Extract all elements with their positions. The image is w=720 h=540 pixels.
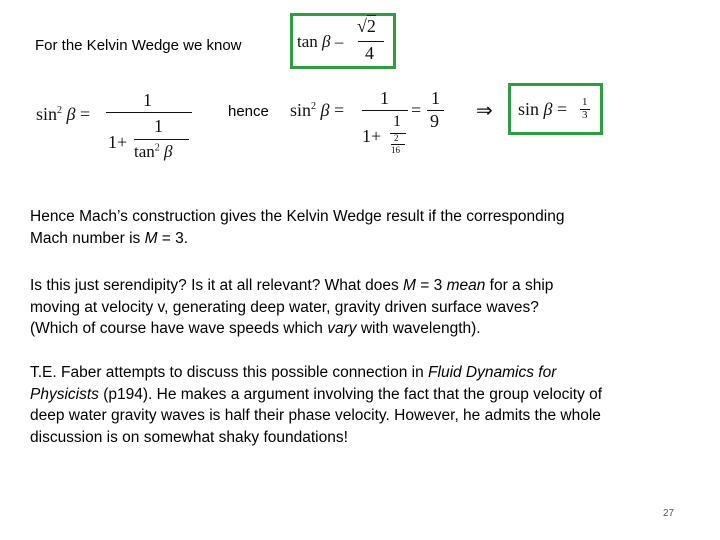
small-numerator: 2 xyxy=(394,133,399,143)
result-denominator: 3 xyxy=(582,109,588,121)
fraction-bar xyxy=(358,41,384,42)
paragraph-line: deep water gravity waves is half their phase velocity. However, he admits the whole xyxy=(30,407,601,424)
fraction-bar xyxy=(362,110,408,111)
inner-numerator: 1 xyxy=(393,113,401,130)
minus-sign: – xyxy=(334,32,344,51)
sin-function: sin xyxy=(290,100,312,120)
text-run: T.E. Faber attempts to discuss this possible connection in xyxy=(30,364,429,381)
equals-sign-2: = xyxy=(411,100,422,120)
paragraph-faber xyxy=(30,362,602,448)
equals-sign: = xyxy=(556,99,568,119)
sin-function: sin xyxy=(36,104,58,124)
exponent: 2 xyxy=(57,105,63,116)
hence-text: hence xyxy=(228,103,269,120)
book-title: Fluid Dynamics for xyxy=(428,364,557,381)
page-number: 27 xyxy=(663,508,675,519)
root-sign: √ xyxy=(357,16,367,36)
emphasis-mean: mean xyxy=(446,277,486,294)
denominator: 4 xyxy=(365,43,374,63)
tan-beta-equation xyxy=(297,18,392,66)
small-denominator: 16 xyxy=(391,145,400,155)
text-run: = 3 xyxy=(415,277,447,294)
text-run: with wavelength). xyxy=(356,320,481,337)
text-run: = 3. xyxy=(157,229,189,247)
text-run: (p194). He makes a argument involving the fact that the group velocity of xyxy=(98,385,603,403)
text-run: Mach number is xyxy=(30,229,145,247)
rhs-denominator: 9 xyxy=(430,111,439,131)
exponent: 2 xyxy=(154,142,160,154)
exponent: 2 xyxy=(311,101,317,112)
sin-squared-general-equation xyxy=(36,88,196,168)
tan-function: tan xyxy=(297,32,318,51)
paragraph-line xyxy=(30,318,553,340)
mach-symbol: M xyxy=(403,277,416,294)
book-title: Physicists xyxy=(30,385,99,403)
paragraph-line xyxy=(30,362,602,384)
paragraph-mach-construction xyxy=(30,206,564,249)
paragraph-line: moving at velocity v, generating deep water, gravity driven surface waves? xyxy=(30,298,539,316)
mach-symbol: M xyxy=(144,229,158,247)
plus-sign: + xyxy=(371,126,382,146)
paragraph-serendipity xyxy=(30,275,553,340)
implies-arrow: ⇒ xyxy=(476,100,493,122)
one: 1 xyxy=(108,132,117,152)
paragraph-line xyxy=(30,275,553,297)
paragraph-line xyxy=(30,228,564,250)
paragraph-line: discussion is on somewhat shaky foundations! xyxy=(30,428,348,446)
inner-fraction-bar xyxy=(134,139,189,140)
root-value: 2 xyxy=(366,16,376,36)
paragraph-line xyxy=(30,384,602,406)
text-run: Is this just serendipity? Is it at all relevant? What does xyxy=(30,277,404,294)
text-run: for a ship xyxy=(485,277,554,294)
text-run: (Which of course have wave speeds which xyxy=(30,320,328,337)
rhs-numerator: 1 xyxy=(431,88,440,108)
sin-beta-result-equation xyxy=(518,90,598,130)
numerator: 1 xyxy=(143,90,152,110)
inner-numerator: 1 xyxy=(154,116,163,136)
sin-function: sin xyxy=(518,99,540,119)
sin-squared-evaluated-equation xyxy=(290,88,450,168)
numerator: 1 xyxy=(380,88,389,108)
beta-symbol: β xyxy=(543,99,553,119)
intro-text: For the Kelvin Wedge we know xyxy=(35,37,242,54)
result-numerator: 1 xyxy=(582,96,588,108)
beta-symbol: β xyxy=(320,100,330,120)
beta-symbol: β xyxy=(322,32,331,51)
tan-function: tan xyxy=(134,142,155,161)
equals-sign: = xyxy=(333,100,345,120)
beta-symbol: β xyxy=(164,142,173,161)
equals-sign: = xyxy=(79,104,91,124)
beta-symbol: β xyxy=(66,104,76,124)
plus-sign: + xyxy=(117,132,128,152)
emphasis-vary: vary xyxy=(327,320,357,337)
one: 1 xyxy=(362,126,371,146)
paragraph-line: Hence Mach’s construction gives the Kelvin Wedge result if the corresponding xyxy=(30,208,565,225)
fraction-bar xyxy=(106,112,192,113)
